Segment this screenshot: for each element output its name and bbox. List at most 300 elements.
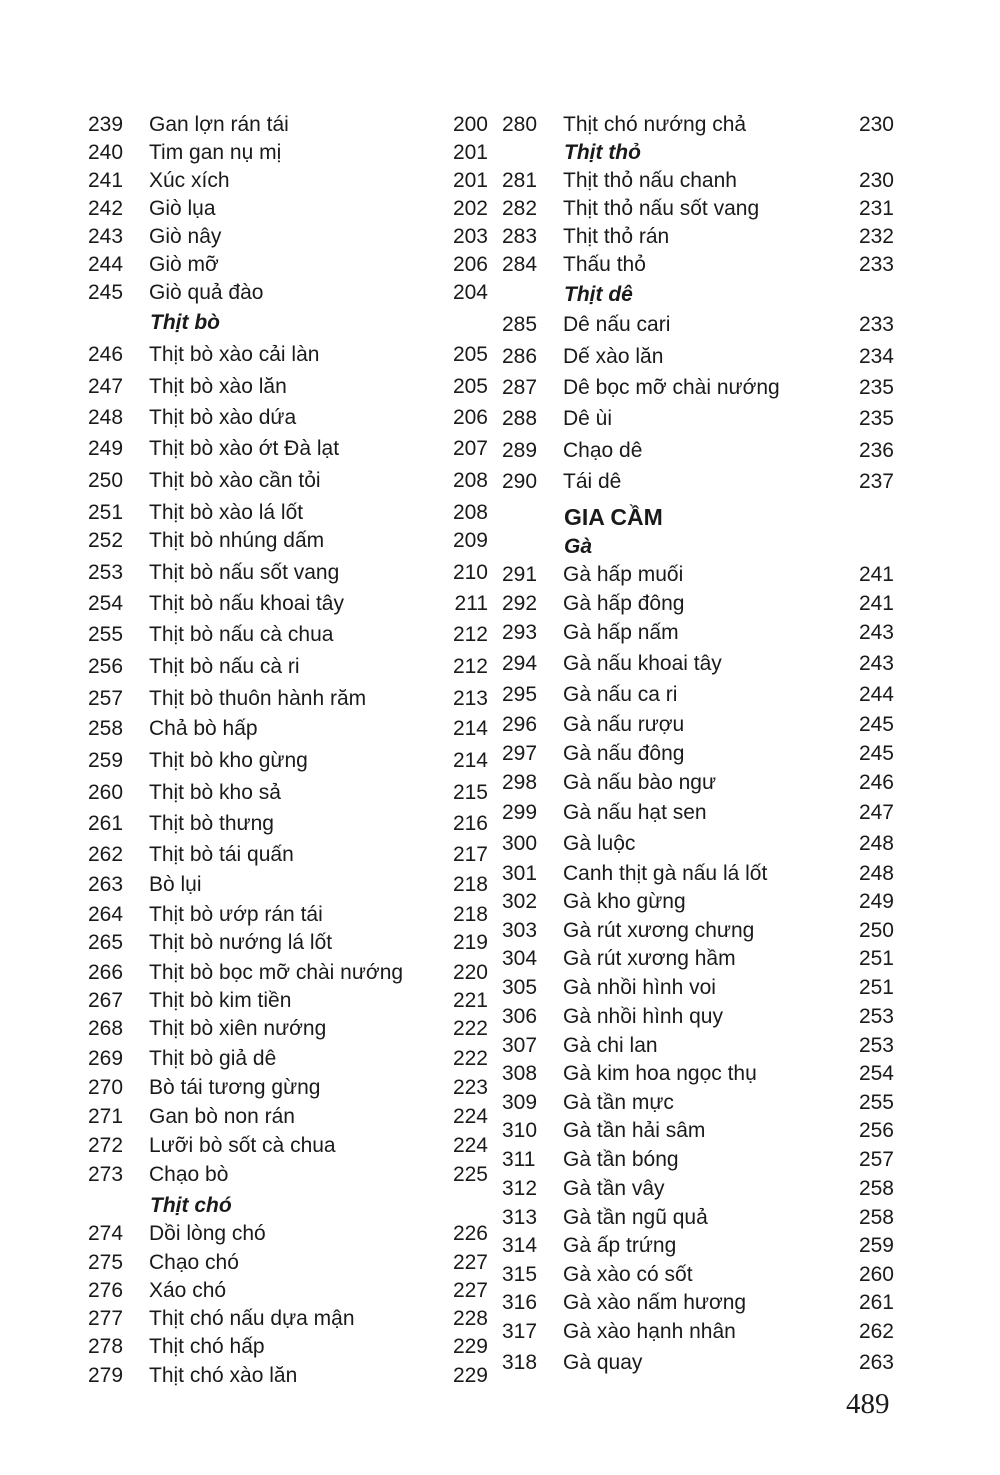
- entry-page: 248: [858, 832, 894, 855]
- entry-number: 278: [88, 1335, 124, 1358]
- entry-title: Giò quả đào: [149, 281, 264, 304]
- entry-title: Thịt chó xào lăn: [149, 1364, 298, 1387]
- entry-title: Gà tần bóng: [563, 1148, 679, 1171]
- entry-title: Thịt bò thưng: [149, 812, 274, 835]
- entry-page: 217: [452, 843, 488, 866]
- entry-title: Bò lụi: [149, 873, 202, 896]
- index-entry: [502, 310, 894, 340]
- entry-number: 243: [88, 225, 124, 248]
- entry-page: 245: [858, 713, 894, 736]
- entry-page: 203: [452, 225, 488, 248]
- entry-title: Gà nấu hạt sen: [563, 801, 707, 824]
- entry-page: 263: [858, 1351, 894, 1374]
- section-subheading: Gà: [564, 535, 593, 558]
- index-entry: [88, 1073, 488, 1103]
- entry-title: Gà chi lan: [563, 1034, 658, 1057]
- entry-page: 224: [452, 1105, 488, 1128]
- entry-number: 262: [88, 843, 124, 866]
- index-entry: [88, 1102, 488, 1132]
- entry-page: 245: [858, 742, 894, 765]
- entry-page: 257: [858, 1148, 894, 1171]
- entry-title: Gà nấu đông: [563, 742, 685, 765]
- index-entry: [502, 1031, 894, 1061]
- entry-number: 279: [88, 1364, 124, 1387]
- entry-page: 214: [452, 717, 488, 740]
- index-entry: [502, 1231, 894, 1261]
- index-entry: [88, 434, 488, 464]
- entry-page: 222: [452, 1047, 488, 1070]
- index-entry: [502, 798, 894, 828]
- entry-title: Gà hấp đông: [563, 592, 685, 615]
- entry-page: 244: [858, 683, 894, 706]
- entry-number: 309: [502, 1091, 538, 1114]
- index-entry: [502, 194, 894, 224]
- index-entry: [502, 916, 894, 946]
- index-entry: [502, 560, 894, 590]
- entry-page: 255: [858, 1091, 894, 1114]
- entry-title: Gà rút xương hầm: [563, 947, 736, 970]
- entry-page: 229: [452, 1364, 488, 1387]
- index-entry: [88, 809, 488, 839]
- entry-title: Gà quay: [563, 1351, 643, 1374]
- entry-page: 233: [858, 313, 894, 336]
- entry-title: Thịt bò bọc mỡ chài nướng: [149, 961, 404, 984]
- entry-title: Thịt bò xào lăn: [149, 375, 287, 398]
- entry-number: 240: [88, 141, 124, 164]
- entry-page: 235: [858, 407, 894, 430]
- entry-title: Tim gan nụ mị: [149, 141, 282, 164]
- index-entry: [88, 589, 488, 619]
- entry-title: Gà nấu ca ri: [563, 683, 678, 706]
- entry-title: Thịt bò nấu cà chua: [149, 623, 334, 646]
- index-entry: [88, 778, 488, 808]
- index-entry: [502, 166, 894, 196]
- index-entry: [88, 1248, 488, 1278]
- entry-page: 205: [452, 375, 488, 398]
- entry-number: 303: [502, 919, 538, 942]
- entry-number: 313: [502, 1206, 538, 1229]
- entry-number: 312: [502, 1177, 538, 1200]
- entry-number: 271: [88, 1105, 124, 1128]
- entry-title: Gan lợn rán tái: [149, 113, 289, 136]
- entry-page: 211: [454, 592, 488, 615]
- entry-title: Giò mỡ: [149, 253, 219, 276]
- entry-title: Gà tần mực: [563, 1091, 674, 1114]
- entry-page: 262: [858, 1320, 894, 1343]
- entry-number: 292: [502, 592, 538, 615]
- index-entry: [88, 1361, 488, 1391]
- entry-title: Tái dê: [563, 470, 622, 493]
- entry-number: 270: [88, 1076, 124, 1099]
- entry-title: Thịt bò nấu khoai tây: [149, 592, 344, 615]
- entry-number: 318: [502, 1351, 538, 1374]
- entry-number: 297: [502, 742, 538, 765]
- entry-page: 241: [858, 592, 894, 615]
- entry-page: 254: [858, 1062, 894, 1085]
- entry-number: 272: [88, 1134, 124, 1157]
- entry-title: Thấu thỏ: [563, 253, 646, 276]
- index-entry: [502, 1260, 894, 1290]
- index-entry: [88, 222, 488, 252]
- entry-page: 235: [858, 376, 894, 399]
- entry-title: Xáo chó: [149, 1279, 227, 1302]
- entry-number: 286: [502, 345, 538, 368]
- index-entry: [88, 652, 488, 682]
- entry-title: Gà hấp muối: [563, 563, 684, 586]
- page-number: 489: [846, 1388, 890, 1420]
- entry-number: 291: [502, 563, 538, 586]
- entry-number: 287: [502, 376, 538, 399]
- entry-title: Gà tần vây: [563, 1177, 665, 1200]
- entry-title: Thịt thỏ nấu sốt vang: [563, 197, 760, 220]
- index-entry: [88, 900, 488, 930]
- entry-title: Dê bọc mỡ chài nướng: [563, 376, 780, 399]
- entry-page: 201: [452, 141, 488, 164]
- entry-page: 259: [858, 1234, 894, 1257]
- entry-number: 268: [88, 1017, 124, 1040]
- entry-page: 241: [858, 563, 894, 586]
- index-entry: [502, 404, 894, 434]
- entry-page: 243: [858, 652, 894, 675]
- index-entry: [502, 618, 894, 648]
- entry-page: 230: [858, 113, 894, 136]
- index-entry: [88, 620, 488, 650]
- entry-title: Thịt bò xiên nướng: [149, 1017, 327, 1040]
- entry-number: 246: [88, 343, 124, 366]
- entry-title: Chả bò hấp: [149, 717, 258, 740]
- index-entry: [502, 436, 894, 466]
- entry-number: 285: [502, 313, 538, 336]
- entry-title: Gà xào có sốt: [563, 1263, 693, 1286]
- index-entry: [502, 859, 894, 889]
- entry-page: 207: [452, 437, 488, 460]
- index-entry: [502, 1288, 894, 1318]
- entry-page: 261: [858, 1291, 894, 1314]
- entry-title: Giò nây: [149, 225, 222, 248]
- index-entry: [88, 558, 488, 588]
- entry-title: Gà tần hải sâm: [563, 1119, 706, 1142]
- index-entry: [502, 1317, 894, 1347]
- index-entry: [88, 166, 488, 196]
- entry-page: 223: [452, 1076, 488, 1099]
- entry-number: 293: [502, 621, 538, 644]
- entry-number: 260: [88, 781, 124, 804]
- entry-page: 253: [858, 1005, 894, 1028]
- entry-page: 256: [858, 1119, 894, 1142]
- entry-number: 315: [502, 1263, 538, 1286]
- entry-page: 232: [858, 225, 894, 248]
- index-entry: [502, 680, 894, 710]
- entry-page: 247: [858, 801, 894, 824]
- entry-number: 283: [502, 225, 538, 248]
- index-entry: [502, 944, 894, 974]
- entry-title: Bò tái tương gừng: [149, 1076, 321, 1099]
- entry-number: 239: [88, 113, 124, 136]
- entry-page: 222: [452, 1017, 488, 1040]
- index-entry: [88, 746, 488, 776]
- entry-title: Dê ùi: [563, 407, 613, 430]
- index-entry: [88, 110, 488, 140]
- index-entry: [88, 1304, 488, 1334]
- entry-number: 252: [88, 529, 124, 552]
- entry-page: 237: [858, 470, 894, 493]
- index-entry: [88, 1332, 488, 1362]
- entry-title: Gà luộc: [563, 832, 636, 855]
- index-entry: [88, 250, 488, 280]
- entry-number: 294: [502, 652, 538, 675]
- entry-page: 227: [452, 1251, 488, 1274]
- index-entry: [502, 649, 894, 679]
- entry-number: 253: [88, 561, 124, 584]
- entry-title: Thịt bò nhúng dấm: [149, 529, 325, 552]
- index-entry: [502, 342, 894, 372]
- entry-number: 281: [502, 169, 538, 192]
- index-entry: [502, 1116, 894, 1146]
- index-entry: [88, 684, 488, 714]
- entry-title: Chạo dê: [563, 439, 643, 462]
- entry-number: 263: [88, 873, 124, 896]
- entry-number: 254: [88, 592, 124, 615]
- entry-number: 299: [502, 801, 538, 824]
- entry-title: Xúc xích: [149, 169, 230, 192]
- index-entry: [502, 1002, 894, 1032]
- entry-title: Lưỡi bò sốt cà chua: [149, 1134, 336, 1157]
- entry-page: 246: [858, 771, 894, 794]
- entry-page: 204: [452, 281, 488, 304]
- entry-number: 296: [502, 713, 538, 736]
- entry-page: 210: [452, 561, 488, 584]
- entry-page: 251: [858, 976, 894, 999]
- entry-page: 218: [452, 873, 488, 896]
- entry-number: 310: [502, 1119, 538, 1142]
- entry-title: Gà tần ngũ quả: [563, 1206, 708, 1229]
- entry-number: 250: [88, 469, 124, 492]
- entry-title: Thịt bò xào cải làn: [149, 343, 320, 366]
- entry-number: 261: [88, 812, 124, 835]
- index-entry: [502, 973, 894, 1003]
- entry-title: Thịt chó nấu dựa mận: [149, 1307, 355, 1330]
- entry-number: 257: [88, 687, 124, 710]
- entry-page: 221: [452, 989, 488, 1012]
- entry-page: 216: [452, 812, 488, 835]
- index-entry: [502, 768, 894, 798]
- index-entry: [502, 222, 894, 252]
- entry-page: 206: [452, 406, 488, 429]
- entry-page: 214: [452, 749, 488, 772]
- entry-page: 253: [858, 1034, 894, 1057]
- entry-number: 305: [502, 976, 538, 999]
- entry-number: 244: [88, 253, 124, 276]
- entry-title: Canh thịt gà nấu lá lốt: [563, 862, 768, 885]
- entry-title: Gà xào nấm hương: [563, 1291, 747, 1314]
- entry-number: 245: [88, 281, 124, 304]
- index-entry: [88, 1219, 488, 1249]
- index-entry: [88, 1160, 488, 1190]
- index-entry: [502, 467, 894, 497]
- entry-number: 264: [88, 903, 124, 926]
- entry-title: Thịt bò nấu cà ri: [149, 655, 300, 678]
- entry-title: Thịt bò xào cần tỏi: [149, 469, 321, 492]
- entry-number: 308: [502, 1062, 538, 1085]
- index-entry: [88, 840, 488, 870]
- entry-title: Thịt chó hấp: [149, 1335, 265, 1358]
- entry-page: 225: [452, 1163, 488, 1186]
- entry-page: 258: [858, 1206, 894, 1229]
- entry-page: 200: [452, 113, 488, 136]
- entry-number: 282: [502, 197, 538, 220]
- entry-page: 233: [858, 253, 894, 276]
- index-entry: [502, 887, 894, 917]
- index-entry: [502, 1059, 894, 1089]
- entry-number: 265: [88, 931, 124, 954]
- entry-title: Thịt bò kho sả: [149, 781, 281, 804]
- entry-page: 249: [858, 890, 894, 913]
- entry-title: Thịt bò kim tiền: [149, 989, 292, 1012]
- index-entry: [88, 194, 488, 224]
- entry-page: 212: [452, 623, 488, 646]
- index-entry: [502, 829, 894, 859]
- entry-title: Thịt bò giả dê: [149, 1047, 277, 1070]
- entry-number: 259: [88, 749, 124, 772]
- entry-number: 290: [502, 470, 538, 493]
- section-subheading: Thịt bò: [150, 311, 220, 334]
- entry-number: 311: [502, 1148, 536, 1171]
- index-entry: [88, 466, 488, 496]
- section-heading: GIA CẦM: [564, 504, 663, 530]
- entry-number: 317: [502, 1320, 538, 1343]
- entry-page: 215: [452, 781, 488, 804]
- entry-page: 206: [452, 253, 488, 276]
- index-entry: [88, 870, 488, 900]
- entry-page: 226: [452, 1222, 488, 1245]
- entry-number: 256: [88, 655, 124, 678]
- entry-title: Gà xào hạnh nhân: [563, 1320, 736, 1343]
- entry-page: 258: [858, 1177, 894, 1200]
- index-entry: [502, 1088, 894, 1118]
- index-entry: [88, 138, 488, 168]
- entry-page: 250: [858, 919, 894, 942]
- entry-title: Thịt bò tái quấn: [149, 843, 294, 866]
- entry-title: Gà nấu rượu: [563, 713, 685, 736]
- entry-title: Thịt chó nướng chả: [563, 113, 747, 136]
- entry-page: 209: [452, 529, 488, 552]
- index-entry: [502, 710, 894, 740]
- entry-number: 316: [502, 1291, 538, 1314]
- entry-title: Gà kho gừng: [563, 890, 686, 913]
- index-entry: [88, 1014, 488, 1044]
- entry-title: Thịt bò nướng lá lốt: [149, 931, 333, 954]
- index-entry: [502, 1145, 894, 1175]
- entry-title: Gà rút xương chưng: [563, 919, 755, 942]
- entry-page: 224: [452, 1134, 488, 1157]
- entry-number: 275: [88, 1251, 124, 1274]
- entry-title: Chạo chó: [149, 1251, 239, 1274]
- entry-page: 228: [452, 1307, 488, 1330]
- index-entry: [88, 1131, 488, 1161]
- index-entry: [88, 372, 488, 402]
- entry-number: 288: [502, 407, 538, 430]
- entry-page: 227: [452, 1279, 488, 1302]
- index-entry: [502, 250, 894, 280]
- index-entry: [88, 986, 488, 1016]
- entry-number: 289: [502, 439, 538, 462]
- entry-title: Giò lụa: [149, 197, 216, 220]
- entry-title: Thịt bò kho gừng: [149, 749, 308, 772]
- entry-number: 249: [88, 437, 124, 460]
- section-subheading: Thịt dê: [564, 283, 633, 306]
- index-entry: [502, 110, 894, 140]
- entry-number: 307: [502, 1034, 538, 1057]
- entry-page: 219: [452, 931, 488, 954]
- entry-number: 284: [502, 253, 538, 276]
- entry-page: 260: [858, 1263, 894, 1286]
- index-entry: [88, 403, 488, 433]
- index-entry: [88, 278, 488, 308]
- entry-title: Gà nấu khoai tây: [563, 652, 722, 675]
- index-entry: [88, 714, 488, 744]
- entry-title: Thịt bò nấu sốt vang: [149, 561, 340, 584]
- entry-page: 202: [452, 197, 488, 220]
- entry-number: 276: [88, 1279, 124, 1302]
- index-entry: [88, 498, 488, 528]
- entry-number: 298: [502, 771, 538, 794]
- entry-number: 266: [88, 961, 124, 984]
- index-entry: [502, 589, 894, 619]
- entry-page: 220: [452, 961, 488, 984]
- entry-page: 212: [452, 655, 488, 678]
- entry-number: 301: [502, 862, 538, 885]
- entry-number: 251: [88, 501, 124, 524]
- entry-title: Gà nhồi hình quy: [563, 1005, 723, 1028]
- index-entry: [502, 1174, 894, 1204]
- entry-number: 269: [88, 1047, 124, 1070]
- entry-page: 243: [858, 621, 894, 644]
- entry-title: Thịt thỏ rán: [563, 225, 670, 248]
- entry-page: 208: [452, 501, 488, 524]
- entry-number: 242: [88, 197, 124, 220]
- index-entry: [502, 1203, 894, 1233]
- entry-page: 218: [452, 903, 488, 926]
- entry-title: Thịt bò thuôn hành răm: [149, 687, 367, 710]
- index-entry: [88, 958, 488, 988]
- entry-title: Dồi lòng chó: [149, 1222, 266, 1245]
- entry-page: 208: [452, 469, 488, 492]
- entry-title: Gà kim hoa ngọc thụ: [563, 1062, 757, 1085]
- entry-number: 247: [88, 375, 124, 398]
- entry-title: Thịt bò xào lá lốt: [149, 501, 304, 524]
- entry-page: 248: [858, 862, 894, 885]
- entry-number: 248: [88, 406, 124, 429]
- entry-number: 255: [88, 623, 124, 646]
- entry-page: 234: [858, 345, 894, 368]
- entry-title: Thịt bò ướp rán tái: [149, 903, 323, 926]
- entry-title: Thịt bò xào ớt Đà lạt: [149, 437, 340, 460]
- entry-title: Chạo bò: [149, 1163, 229, 1186]
- entry-title: Thịt bò xào dứa: [149, 406, 297, 429]
- entry-page: 251: [858, 947, 894, 970]
- section-subheading: Thịt thỏ: [564, 141, 641, 164]
- entry-number: 280: [502, 113, 538, 136]
- index-entry: [88, 1044, 488, 1074]
- entry-title: Dê nấu cari: [563, 313, 671, 336]
- entry-number: 273: [88, 1163, 124, 1186]
- index-entry: [88, 1276, 488, 1306]
- index-entry: [88, 526, 488, 556]
- entry-number: 314: [502, 1234, 538, 1257]
- entry-title: Gà hấp nấm: [563, 621, 679, 644]
- section-subheading: Thịt chó: [150, 1194, 232, 1217]
- entry-title: Gà nấu bào ngư: [563, 771, 717, 794]
